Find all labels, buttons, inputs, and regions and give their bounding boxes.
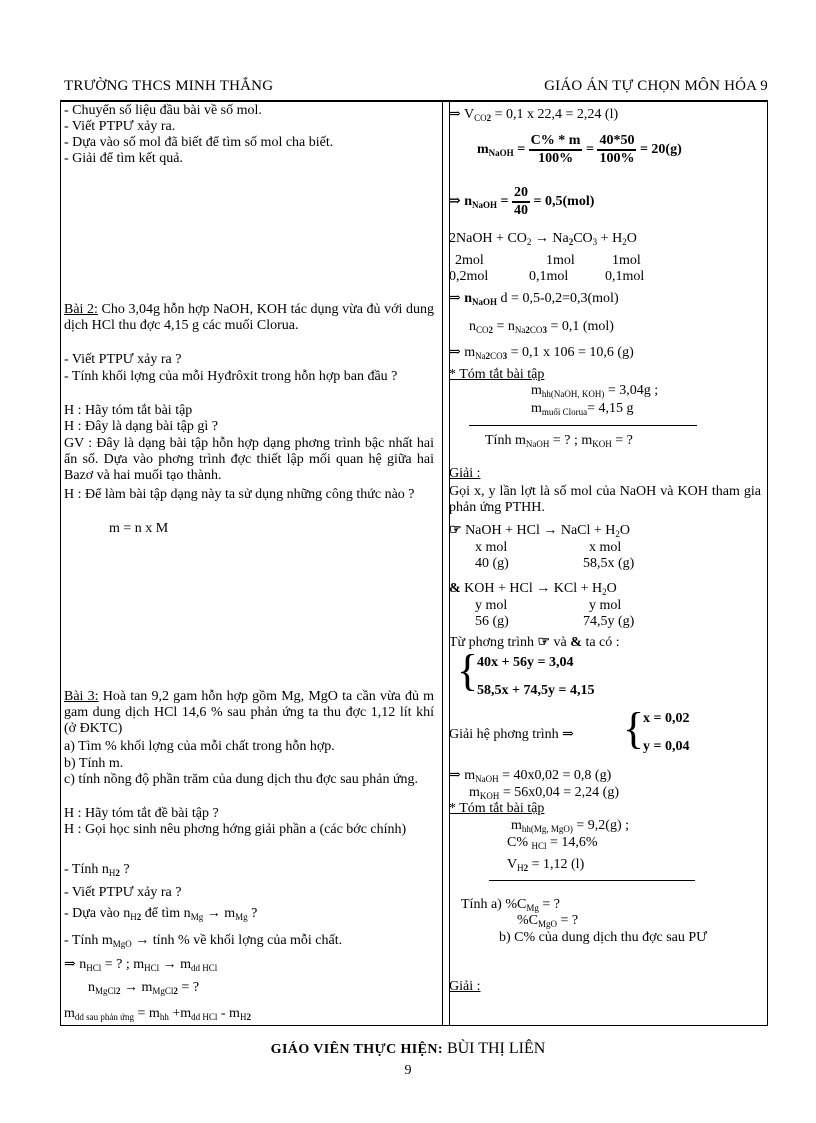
step-text: n (79, 957, 87, 972)
find-line: Tính $m_{NaOH}$ = ? ; $m_{KOH}$ = ? (485, 433, 633, 449)
calc-text: = 0,1 x 106 = 10,6 (g) (507, 345, 634, 360)
marker-1-icon: ☞ (537, 635, 551, 650)
summary-line: $V_{H2} = 1,12$ (l) (507, 857, 585, 873)
solve-system: Giải hệ phơng trình ⇒ (449, 727, 574, 742)
reaction-text: + H (597, 231, 623, 246)
lesson-table (60, 101, 768, 1026)
naoh-excess: ⇒ $n_{NaOH}$ d = 0,5-0,2=0,3(mol) (449, 291, 619, 307)
calc-text: = 9,2(g) ; (572, 818, 629, 833)
mol-cell: x mol (589, 540, 622, 555)
summary-rule (469, 425, 697, 426)
mol-cell: 0,1mol (529, 269, 569, 284)
calc-text: = 14,6% (546, 835, 598, 850)
calc-text: ta có : (581, 635, 620, 650)
solution-heading-2: Giải : (449, 979, 481, 994)
mol-cell: 1mol (546, 253, 575, 268)
step-text: - Tính n (64, 862, 109, 877)
marker-2-icon: & (570, 635, 582, 650)
step-text: - Dựa vào n (64, 906, 131, 921)
exercise-3 (64, 689, 434, 737)
step-text: = ? (177, 980, 200, 995)
question-line: H : Đây là dạng bài tập gì ? (64, 419, 218, 434)
teacher-note: GV : Đây là dạng bài tập hỗn hợp dạng phơng trình bậc nhất hai ẩn số. Dựa vào phơng trình đợc thiết lập mối quan hệ giữa hai Bazơ và hai muối tạo thành. (64, 436, 434, 483)
calc-sub: hh(NaOH, KOH) (541, 389, 605, 399)
reaction-text: O (619, 523, 631, 538)
calc-result: = 0,5(mol) (533, 194, 595, 210)
fraction-numerator: 20 (512, 185, 530, 203)
exercise-2 (64, 302, 434, 334)
fraction-denominator: 100% (538, 151, 574, 166)
step-nmg: - Dựa vào $n_{H2}$ để tìm $n_{Mg} \to m_{Mg}$ ? (64, 906, 258, 922)
calc-text: = 1,12 (l) (528, 857, 585, 872)
exercise-3-text: Hoà tan 9,2 gam hỗn hợp gồm Mg, MgO ta cần vừa đủ m gam dung dịch HCl 14,6 % sau phản ứng ta thu đợc 1,12 lít khí (ở ĐKTC) (64, 689, 435, 736)
calc-text: m (531, 401, 542, 416)
question-line: H : Để làm bài tập dạng này ta sử dụng những công thức nào ? (64, 487, 415, 502)
calc-text: Từ phơng trình (449, 635, 534, 650)
reaction-text: 2NaOH + CO (449, 231, 527, 246)
find-line-a: Tính a) $\%C_{Mg}$ = ? (461, 897, 560, 913)
step-text: tính % về khối lợng của mỗi chất. (149, 933, 343, 948)
nnaoh-formula: ⇒ $n_{NaOH}$ = $\frac{20}{40}$ = 0,5(mol) (449, 185, 595, 218)
question-line: c) tính nồng độ phần trăm của dung dịch thu đợc sau phản ứng. (64, 772, 419, 787)
mnaoh-formula: $m_{NaOH}$ = $\frac{C\% * m}{100\%}$ = $\frac{40*50}{100\%}$ = 20(g) (477, 133, 682, 166)
mass-cell: 56 (g) (475, 614, 509, 629)
calc-text: = ? (611, 433, 633, 448)
school-name: TRƯỜNG THCS MINH THẮNG (64, 78, 274, 94)
page-number: 9 (404, 1063, 412, 1078)
reaction-text: Na (552, 231, 569, 246)
footer (0, 1040, 816, 1058)
mol-cell: 0,2mol (449, 269, 489, 284)
marker-1-icon: ☞ (449, 523, 462, 538)
system-eq-1: 40x + 56y = 3,04 (477, 655, 574, 670)
reaction-1: 2NaOH + $CO_2 \to Na_2CO_3 + H_2O$ (449, 231, 637, 247)
marker-2-icon: & (449, 581, 461, 596)
brace-icon: { (457, 646, 479, 695)
solution-x: x = 0,02 (643, 711, 690, 726)
mass-cell: 40 (g) (475, 556, 509, 571)
step-line: - Giải để tìm kết quả. (64, 151, 183, 166)
page-header (62, 78, 768, 100)
teacher-name: BÙI THỊ LIÊN (446, 1040, 546, 1057)
question-line: H : Gọi học sinh nêu phơng hớng giải phần a (các bớc chính) (64, 822, 407, 837)
fraction-numerator: C% * m (529, 133, 583, 151)
reaction-naoh: ☞ NaOH + HCl → NaCl + $H_2O$ (449, 523, 631, 539)
calc-text: %C (517, 913, 538, 928)
step-mmgo: - Tính $m_{MgO}$ → tính % về khối lợng của mỗi chất. (64, 933, 343, 949)
calc-text: m (531, 383, 542, 398)
calc-text: Tính m (485, 433, 526, 448)
summary-rule (489, 880, 695, 881)
step-line: - Dựa vào số mol đã biết để tìm số mol cha biết. (64, 135, 334, 150)
system-eq-2: 58,5x + 74,5y = 4,15 (477, 683, 595, 698)
step-line: - Viết PTPƯ xảy ra. (64, 119, 176, 134)
summary-heading: * Tóm tắt bài tập (449, 367, 545, 382)
calc-text: = ? (538, 897, 560, 912)
calc-result: = 20(g) (639, 142, 682, 158)
summary-line: $m_{hh(Mg, MgO)} = 9,2(g)$ ; (511, 818, 629, 834)
find-line-a2: $\%C_{MgO}$ = ? (517, 913, 579, 929)
calc-sub: muối Clorua (541, 407, 588, 417)
step-text: m (141, 980, 153, 995)
teacher-label: GIÁO VIÊN THỰC HIỆN: (270, 1042, 443, 1057)
step-text: để tìm n (141, 906, 191, 921)
solution-heading: Giải : (449, 466, 481, 481)
reaction-text: NaOH + HCl (461, 523, 544, 538)
reaction-text: CO (573, 231, 593, 246)
mol-cell: 0,1mol (605, 269, 645, 284)
summary-heading-2: * Tóm tắt bài tập (449, 801, 545, 816)
reaction-text: O (606, 581, 617, 596)
calc-sub: hh(Mg, MgO) (521, 824, 573, 834)
summary-line (531, 383, 658, 402)
reaction-koh: & KOH + HCl → KCl + $H_2O$ (449, 581, 617, 597)
mna2co3-line: ⇒ $m_{Na2CO3} = 0,1$ x 106 = 10,6 (g) (449, 345, 634, 361)
exercise-3-label: Bài 3: (64, 689, 99, 704)
step-text: = ? ; m (101, 957, 145, 972)
calc-text: và (550, 635, 571, 650)
step-text: - Tính m (64, 933, 113, 948)
calc-text: = 3,04g ; (604, 383, 659, 398)
vco2-line: ⇒ $V_{CO2} = 0,1$ x 22,4 = 2,24 (l) (449, 107, 619, 123)
reaction-text: NaCl + H (560, 523, 616, 538)
mol-cell: y mol (475, 598, 508, 613)
calc-text: = 56x0,04 = 2,24 (g) (499, 785, 620, 800)
summary-line (531, 401, 634, 420)
formula-m: m = n x M (109, 521, 169, 536)
find-line-b: b) C% của dung dịch thu đợc sau PƯ (499, 930, 708, 945)
mass-cell: 58,5x (g) (583, 556, 635, 571)
document-title: GIÁO ÁN TỰ CHỌN MÔN HÓA 9 (544, 78, 768, 94)
step-text: m (64, 1006, 75, 1021)
calc-text: = 40x0,02 = 0,8 (g) (498, 768, 612, 783)
calc-text: d = 0,5-0,2=0,3(mol) (500, 291, 619, 306)
step-line: - Chuyển số liệu đầu bài về số mol. (64, 103, 262, 118)
mnaoh-result: ⇒ $m_{NaOH} = 40x0,02 = 0,8$ (g) (449, 768, 612, 784)
fraction-denominator: 100% (599, 151, 635, 166)
mkoh-result: $m_{KOH} = 56x0,04 = 2,24$ (g) (469, 785, 620, 801)
calc-text: = 0,1 (mol) (546, 319, 614, 334)
exercise-2-text: Cho 3,04g hỗn hợp NaOH, KOH tác dụng vừa đủ với dung dịch HCl thu đợc 4,15 g các muối Clorua. (64, 302, 434, 333)
question-line: H : Hãy tóm tắt bài tập (64, 403, 193, 418)
solution-y: y = 0,04 (643, 739, 690, 754)
step-nh2: - Tính $n_{H2}$ ? (64, 862, 130, 878)
step-line: - Viết PTPƯ xảy ra ? (64, 885, 182, 900)
calc-text: = 4,15 g (587, 401, 634, 416)
question-line: H : Hãy tóm tắt đề bài tập ? (64, 806, 219, 821)
step-mgcl2: $n_{MgCl2} \to m_{MgCl2}$ = ? (88, 980, 200, 996)
mol-cell: x mol (475, 540, 508, 555)
calc-text: = ? (557, 913, 579, 928)
step-text: n (88, 980, 95, 995)
summary-line: C% $_{HCl}$ = 14,6% (507, 835, 598, 851)
calc-text: C% (507, 835, 532, 850)
step-text: m (180, 957, 192, 972)
mass-cell: 74,5y (g) (583, 614, 635, 629)
calc-text: = ? ; m (549, 433, 593, 448)
brace-icon: { (623, 704, 645, 753)
step-text: = m (134, 1006, 160, 1021)
question-line: a) Tìm % khối lợng của mỗi chất trong hỗn hợp. (64, 739, 335, 754)
mol-cell: y mol (589, 598, 622, 613)
fraction-denominator: 40 (514, 203, 529, 218)
arrow-icon: → (534, 231, 549, 246)
question-line: - Viết PTPƯ xảy ra ? (64, 352, 182, 367)
calc-text: V (460, 107, 475, 122)
step-sub: dd sau phản ứng (74, 1012, 135, 1022)
nco2-line: $n_{CO2} = n_{Na2CO3} = 0,1$ (mol) (469, 319, 614, 335)
question-line: b) Tính m. (64, 756, 124, 771)
step-mdd-sau: $m_{dd sau phản ứng} = m_{hh} +m_{dd HCl} - m_{H2}$ (64, 1006, 251, 1022)
calc-text: Giải hệ phơng trình (449, 727, 559, 742)
calc-text: Tính a) %C (461, 897, 527, 912)
step-nhcl: ⇒ $n_{HCl}$ = ? ; $m_{HCl} \to m_{dd HCl}$ (64, 957, 218, 973)
reaction-text: KCl + H (553, 581, 603, 596)
mol-cell: 1mol (612, 253, 641, 268)
exercise-2-label: Bài 2: (64, 302, 98, 317)
reaction-text: KOH + HCl (460, 581, 537, 596)
calc-text: = 0,1 x 22,4 = 2,24 (l) (491, 107, 619, 122)
fraction-numerator: 40*50 (597, 133, 636, 151)
solution-intro: Gọi x, y lần lợt là số mol của NaOH và KOH tham gia phản ứng PTHH. (449, 484, 761, 515)
mol-cell: 2mol (455, 253, 484, 268)
reaction-text: O (626, 231, 637, 246)
question-line: - Tính khối lợng của mỗi Hyđrôxit trong hỗn hợp ban đầu ? (64, 369, 398, 384)
